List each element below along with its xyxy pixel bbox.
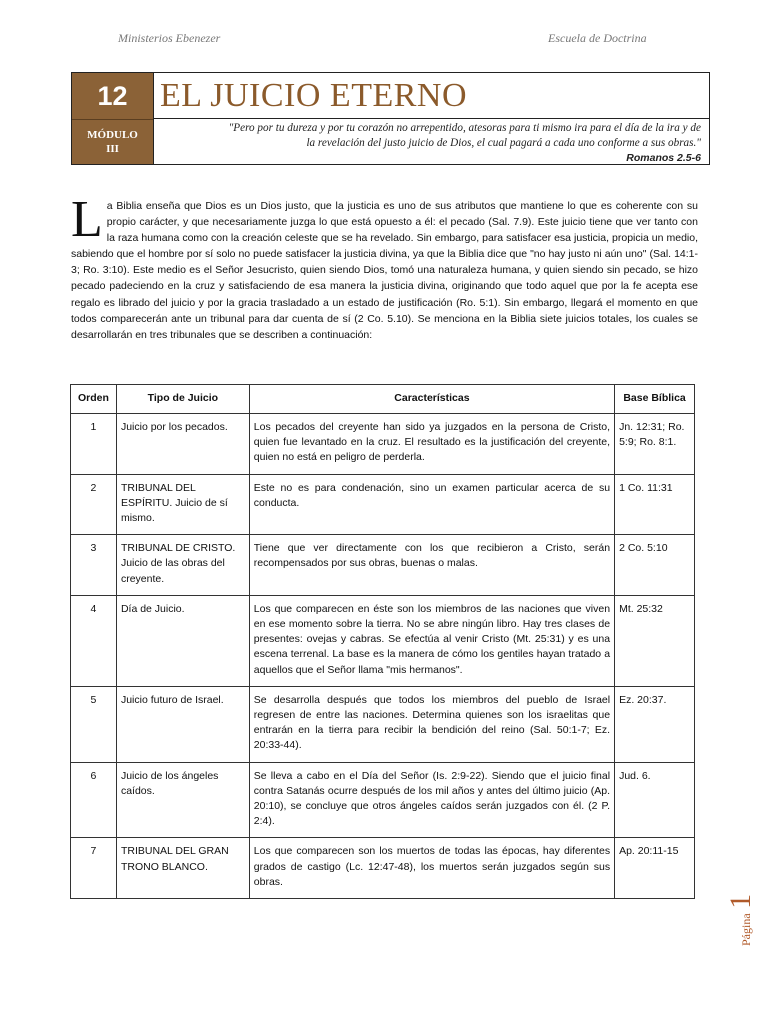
lesson-number: 12 — [72, 73, 153, 119]
module-label-line2: III — [106, 143, 119, 155]
intro-first-letter — [107, 198, 108, 199]
cell-tipo: TRIBUNAL DE CRISTO. Juicio de las obras del creyente. — [116, 535, 249, 596]
cell-base: Ez. 20:37. — [615, 686, 695, 762]
cell-caracteristicas: Se desarrolla después que todos los miembros del pueblo de Israel regresen de entre las naciones. Determina quienes son los israelitas que entrarán en la tierra para recibir la bendición del reino (Sal. 50:1-7; Ez. 20:33-44). — [249, 686, 614, 762]
module-label-line1: MÓDULO — [87, 129, 138, 141]
epigraph-line1: "Pero por tu dureza y por tu corazón no arrepentido, atesoras para ti mismo ira para el día de la ira y de — [228, 122, 701, 134]
cell-tipo: Juicio por los pecados. — [116, 414, 249, 475]
intro-paragraph — [71, 191, 698, 343]
table-header-row — [71, 385, 695, 414]
cell-caracteristicas: Los que comparecen en éste son los miembros de las naciones que viven en ese momento sobre la tierra. No se abre ningún libro. Hay tres clases de presentes: ovejas y cabras. Se efectúa al venir Cristo (Mt. 25:31) y es una escena terrenal. La base es la manera de cómo los gentiles hayan tratado a aquellos que el Señor llama "mis hermanos". — [249, 595, 614, 686]
cell-orden: 5 — [71, 686, 117, 762]
lesson-title: EL JUICIO ETERNO — [160, 77, 468, 114]
header-left-text: Ministerios Ebenezer — [118, 31, 221, 45]
page-number-marker — [724, 888, 757, 948]
drop-cap: L — [71, 191, 103, 248]
cell-base: 1 Co. 11:31 — [615, 474, 695, 535]
cell-base: Jud. 6. — [615, 762, 695, 838]
header-right-text: Escuela de Doctrina — [548, 31, 647, 45]
page-number: 1 — [724, 893, 757, 909]
module-label — [72, 119, 153, 164]
title-cell — [153, 73, 709, 119]
cell-caracteristicas: Este no es para condenación, sino un examen particular acerca de su conducta. — [249, 474, 614, 535]
epigraph — [153, 119, 709, 164]
header-base-biblica: Base Bíblica — [615, 385, 695, 414]
header-caracteristicas: Características — [249, 385, 614, 414]
cell-orden: 7 — [71, 838, 117, 899]
cell-orden: 4 — [71, 595, 117, 686]
cell-tipo: TRIBUNAL DEL GRAN TRONO BLANCO. — [116, 838, 249, 899]
table-row — [71, 838, 695, 899]
table-row — [71, 414, 695, 475]
cell-orden: 1 — [71, 414, 117, 475]
cell-caracteristicas: Los que comparecen son los muertos de todas las épocas, hay diferentes grados de castigo (Lc. 12:47-48), los muertos serán juzgados según sus obras. — [249, 838, 614, 899]
cell-caracteristicas: Se lleva a cabo en el Día del Señor (Is. 2:9-22). Siendo que el juicio final contra Satanás ocurre después de los mil años y antes del último juicio (Ap. 20:10), se concluye que otros ángeles caídos serán juzgados con él. (2 P. 2:4). — [249, 762, 614, 838]
cell-base: 2 Co. 5:10 — [615, 535, 695, 596]
cell-tipo: Día de Juicio. — [116, 595, 249, 686]
cell-orden: 2 — [71, 474, 117, 535]
header-tipo: Tipo de Juicio — [116, 385, 249, 414]
intro-text: a Biblia enseña que Dios es un Dios justo, que la justicia es uno de sus atributos que mantiene lo que es coherente con su propio carácter, y que necesariamente juzga lo que está opuesto a él: el pecado (Sal. 7.9). Este juicio tiene que ver tanto con la raza humana como con la creación celeste que se ha revelado. Sin embargo, para satisfacer esa justicia, propicia un medio, sabiendo que el hombre por sí solo no puede satisfacer la justicia divina, ya que la Biblia dice que "no hay justo ni aún uno" (Sal. 14:1-3; Ro. 3:10). Este medio es el Señor Jesucristo, quien siendo Dios, tomó una naturaleza humana, y quien siendo sin pecado, se hizo pecado padeciendo en la cruz y satisfaciendo de esa manera la justicia divina, originando que todo aquel que por la fe acepta ese regalo es librado del juicio y por la gracia trasladado a un estado de justificación (Ro. 5:1). Sin embargo, llegará el momento en que todos comparecerán ante un tribunal para dar cuenta de sí (2 Co. 5.10). Se menciona en la Biblia siete juicios totales, los cuales se desarrollarán en tres tribunales que se describen a continuación: — [71, 200, 698, 341]
epigraph-line2: la revelación del justo juicio de Dios, el cual pagará a cada uno conforme a sus obras." — [306, 137, 701, 149]
cell-tipo: TRIBUNAL DEL ESPÍRITU. Juicio de sí mismo. — [116, 474, 249, 535]
cell-tipo: Juicio de los ángeles caídos. — [116, 762, 249, 838]
cell-base: Mt. 25:32 — [615, 595, 695, 686]
table-row — [71, 535, 695, 596]
judgments-table — [70, 384, 695, 899]
cell-orden: 6 — [71, 762, 117, 838]
cell-base: Ap. 20:11-15 — [615, 838, 695, 899]
header-orden: Orden — [71, 385, 117, 414]
cell-orden: 3 — [71, 535, 117, 596]
cell-tipo: Juicio futuro de Israel. — [116, 686, 249, 762]
cell-caracteristicas: Los pecados del creyente han sido ya juzgados en la persona de Cristo, quien fue levantado en la cruz. El resultado es la justificación del creyente, quien no está en peligro de perderla. — [249, 414, 614, 475]
table-row — [71, 762, 695, 838]
epigraph-reference: Romanos 2.5-6 — [626, 152, 701, 164]
cell-base: Jn. 12:31; Ro. 5:9; Ro. 8:1. — [615, 414, 695, 475]
cell-caracteristicas: Tiene que ver directamente con los que recibieron a Cristo, serán recompensados por sus obras, buenas o malas. — [249, 535, 614, 596]
table-row — [71, 595, 695, 686]
page-label: Página — [739, 913, 753, 946]
table-row — [71, 474, 695, 535]
lesson-title-box — [71, 72, 710, 165]
table-row — [71, 686, 695, 762]
